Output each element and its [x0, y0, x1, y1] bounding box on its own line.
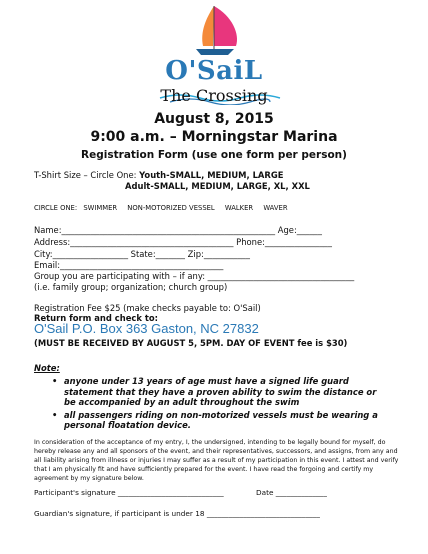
note-bullet [52, 376, 382, 408]
event-date: August 8, 2015 [154, 111, 274, 127]
group-example: (i.e. family group; organization; church group) [34, 282, 228, 292]
email-field[interactable]: Email:_______________________________________ [34, 260, 224, 270]
note-bullet [52, 410, 382, 431]
bullet-text: anyone under 13 years of age must have a signed life guard statement that they have a proven ability to swim the distance or be accompanied by an adult throughout the swim [64, 376, 377, 407]
tshirt-adult-sizes[interactable]: Adult-SMALL, MEDIUM, LARGE, XL, XXL [125, 181, 310, 191]
group-field[interactable]: Group you are participating with – if any: ___________________________________ [34, 271, 355, 281]
address-phone-field[interactable]: Address:_______________________________________ Phone:________________ [34, 237, 332, 247]
option-walker[interactable]: WALKER [224, 204, 254, 212]
option-swimmer[interactable]: SWIMMER [83, 204, 118, 212]
bullet-text: all passengers riding on non-motorized vessels must be wearing a personal floatation device. [64, 409, 378, 430]
event-time-place: 9:00 a.m. – Morningstar Marina [90, 129, 338, 145]
participant-signature-field[interactable]: Participant's signature _____________________________ [34, 488, 224, 497]
mailing-address: O'Sail P.O. Box 363 Gaston, NC 27832 [34, 321, 259, 336]
brand-subtitle: The Crossing [160, 86, 268, 105]
return-instructions: Return form and check to: [34, 313, 158, 323]
liability-release: In consideration of the acceptance of my entry, I, the undersigned, intending to be legally bound for myself, do hereby release any and all sponsors of the event, and their representatives, successors, and assigns, from any and all liability arising from illness or injuries I may suffer as a result of my participation in this event. I attest and verify that I am physically fit and have sufficiently prepared for the event. I have read the forgoing and certify my agreement by my signature below. [34, 439, 399, 482]
note-bullets [52, 376, 382, 433]
tshirt-label: T-Shirt Size – Circle One: [34, 170, 137, 180]
guardian-signature-field[interactable]: Guardian's signature, if participant is under 18 _______________________________ [34, 509, 320, 518]
bullet-icon: • [52, 409, 58, 420]
note-label: Note: [34, 363, 60, 373]
tshirt-youth-sizes[interactable]: Youth-SMALL, MEDIUM, LARGE [139, 170, 284, 180]
brand-name: O'SaiL [165, 56, 263, 86]
tshirt-row [34, 171, 283, 179]
circle-one-label: CIRCLE ONE: [34, 204, 78, 212]
city-state-zip-field[interactable]: City:__________________ State:_______ Zip:___________ [34, 249, 250, 259]
option-non-motorized-vessel[interactable]: NON-MOTORIZED VESSEL [127, 204, 215, 212]
deadline-note: (MUST BE RECEIVED BY AUGUST 5, 5PM. DAY OF EVENT fee is $30) [34, 338, 348, 348]
name-age-field[interactable]: Name:___________________________________________________ Age:______ [34, 225, 322, 235]
sail-icon [214, 6, 237, 46]
signature-date-field[interactable]: Date ______________ [256, 488, 327, 497]
registration-fee: Registration Fee $25 (make checks payable to: O'Sail) [34, 303, 261, 313]
bullet-icon: • [52, 376, 58, 386]
circle-one-row [34, 205, 288, 212]
form-title: Registration Form (use one form per person) [81, 149, 347, 161]
option-waver[interactable]: WAVER [263, 204, 288, 212]
